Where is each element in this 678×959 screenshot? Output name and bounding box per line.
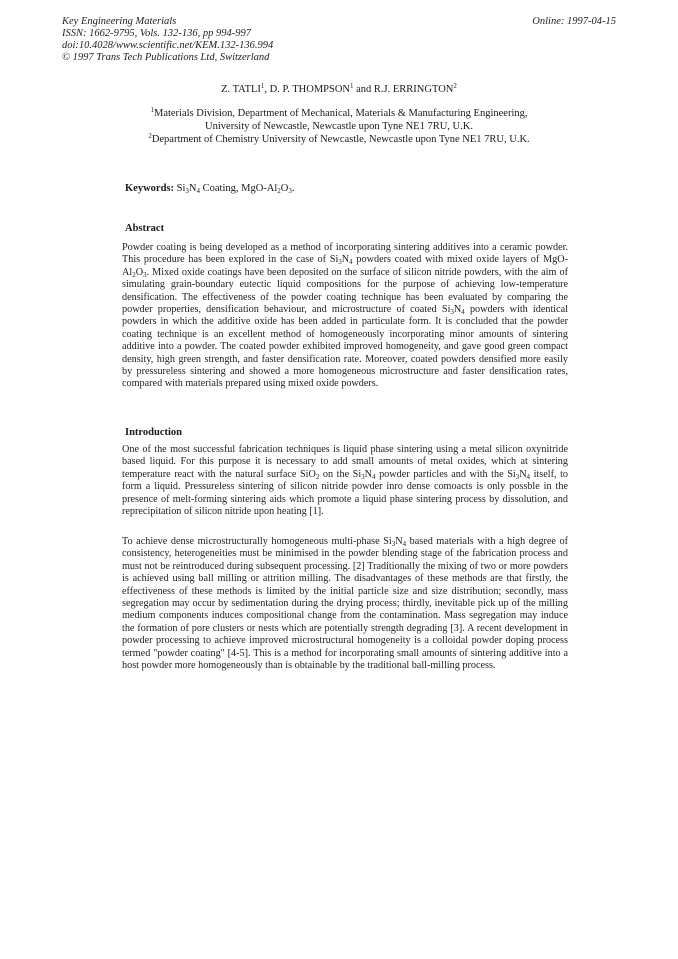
affiliation-1-line-1 — [0, 107, 678, 120]
abstract-paragraph — [122, 242, 568, 391]
intro-sub: 2 — [315, 472, 320, 481]
author-list — [0, 83, 678, 96]
introduction-heading: Introduction — [125, 427, 182, 438]
intro-paragraph-2 — [122, 536, 568, 672]
online-date: Online: 1997-04-15 — [532, 16, 616, 27]
abs-text: O — [135, 266, 144, 278]
abs-sub: 2 — [132, 270, 136, 279]
intro-sub: 4 — [402, 540, 407, 548]
aff2-sup: 2 — [148, 132, 152, 140]
intro-sub: 3 — [361, 472, 365, 481]
intro-sub: 3 — [515, 472, 520, 481]
abs-sub: 3 — [143, 270, 147, 279]
kw-sub: 3 — [185, 187, 189, 195]
author-1-sup: 1 — [260, 82, 265, 90]
kw-text: Coating, MgO-Al — [199, 183, 278, 194]
intro-text: Si — [383, 536, 392, 547]
author-2-sup: 1 — [350, 82, 354, 90]
intro-text: Si — [352, 468, 362, 480]
kw-text: Si — [174, 183, 186, 194]
intro-text: N — [395, 536, 403, 547]
kw-text: O — [280, 183, 289, 194]
affiliations — [0, 107, 678, 146]
aff1-sup: 1 — [150, 106, 154, 114]
keywords-label: Keywords: — [125, 183, 174, 194]
abs-sub: 3 — [450, 308, 454, 317]
kw-text: N — [188, 183, 197, 194]
intro-text: based materials with a high degree of consistency, heterogeneities must be minimised in the powder blending stage of the fabrication process and must not be reintroduced during subsequent processing. [2] Traditionally the mixing of two or more powders is achieved using ball milling or attrition milling. The disadvantages of these methods are that firstly, the effectiveness of these methods is limited by the initial particle size and size distribution; secondly, mass segregation may occur by sedimentation during the drying process; thirdly, inevitable pick up of the milling medium components induces compositional change from the contamination. Mass segregation may induce the formation of pore clusters or nests which are potentially strength degrading [3]. A recent development in powder processing to achieve improved microstructural homogeneity is a colloidal powder doping process termed "powder coating" [4-5]. This is a method for incorporating small amounts of sintering additive into a host powder more homogeneously than is obtainable by the traditional ball-milling process. — [122, 536, 568, 672]
abs-text: powders coated with mixed oxide layers of MgO-Al — [122, 254, 568, 278]
kw-sub: 4 — [196, 187, 200, 195]
doi-line: doi:10.4028/www.scientific.net/KEM.132-136.994 — [62, 40, 274, 51]
citation-header — [62, 16, 273, 64]
kw-sub: 2 — [277, 187, 281, 195]
kw-text: . — [291, 183, 295, 194]
intro-text: itself, to form a liquid. Pressureless sintering of silicon nitride powder inro dense comoacts is only possble in the presence of melt-forming sintering aids which promote a liquid phase sintering process by dissolution, and reprecipitation of silicon nitride upon heating [1]. — [122, 468, 568, 518]
abs-text: Si — [441, 304, 451, 316]
intro-text: powder particles and with the — [375, 468, 508, 480]
author-1: Z. TATLI — [221, 84, 261, 95]
abs-text: Powder coating is being developed as a method of incorporating sintering additives into a ceramic powder. This procedure has been explored in the case of — [122, 242, 568, 266]
abs-text: . Mixed oxide coatings have been deposited on the surface of silicon nitride powders, with the aim of simulating grain-boundary eutectic liquid compositions for the purpose of achieving low-temperature densification. The effectiveness of the powder coating technique has been evaluated by comparing the powder properties, densification behaviour, and microstructure of coated — [122, 266, 568, 316]
kw-sub: 3 — [288, 187, 292, 195]
intro-text: Si — [507, 468, 516, 480]
intro-text: on the — [319, 468, 353, 480]
abs-sub: 4 — [461, 308, 465, 317]
abs-sub: 4 — [349, 258, 353, 267]
abs-text: powders with identical powders in which the additive oxide has been added in particulate form. It is concluded that the powder coating technique is an excellent method of homogeneously incorporating minor amounts of sintering additive into a powder. The coated powder exhibited improved homogeneity, and gave good green compact density, high green strength, and faster densification rate. Moreover, coated powders densified more easily by pressureless sintering and showed a more homogeneous microstructure and faster densification rates, compared with materials prepared using mixed oxide powders. — [122, 304, 569, 390]
affiliation-1-line-2: University of Newcastle, Newcastle upon Tyne NE1 7RU, U.K. — [205, 121, 473, 132]
intro-paragraph-1 — [122, 444, 568, 518]
intro-text: N — [519, 468, 527, 480]
abstract-heading: Abstract — [125, 223, 165, 234]
abs-text: N — [453, 304, 462, 316]
intro-text: To achieve dense microstructurally homogeneous multi-phase — [122, 536, 384, 547]
author-2: , D. P. THOMPSON — [264, 84, 351, 95]
intro-sub: 4 — [372, 472, 376, 481]
keywords-line — [125, 182, 295, 195]
issn-line: ISSN: 1662-9795, Vols. 132-136, pp 994-997 — [62, 28, 251, 39]
journal-name: Key Engineering Materials — [62, 16, 177, 27]
abs-text: Si — [329, 254, 339, 266]
abs-text: N — [341, 254, 350, 266]
author-3: and R.J. ERRINGTON — [353, 84, 454, 95]
intro-text: N — [364, 468, 373, 480]
intro-text: One of the most successful fabrication techniques is liquid phase sintering using a metal silicon oxynitride based liquid. For this purpose it is necessary to add small amounts of metal oxides, which at sintering temperature react with the natural surface SiO — [122, 444, 568, 480]
author-3-sup: 2 — [453, 82, 457, 90]
aff2-text-1: Department of Chemistry University of Newcastle, Newcastle upon Tyne NE1 7RU, U.K. — [151, 134, 530, 145]
abs-sub: 3 — [338, 258, 342, 267]
affiliation-2-line-1 — [0, 133, 678, 146]
copyright-line: © 1997 Trans Tech Publications Ltd, Switzerland — [62, 52, 270, 63]
aff1-text-1: Materials Division, Department of Mechanical, Materials & Manufacturing Engineering, — [153, 108, 528, 119]
intro-sub: 4 — [526, 472, 531, 481]
intro-sub: 3 — [391, 540, 396, 548]
